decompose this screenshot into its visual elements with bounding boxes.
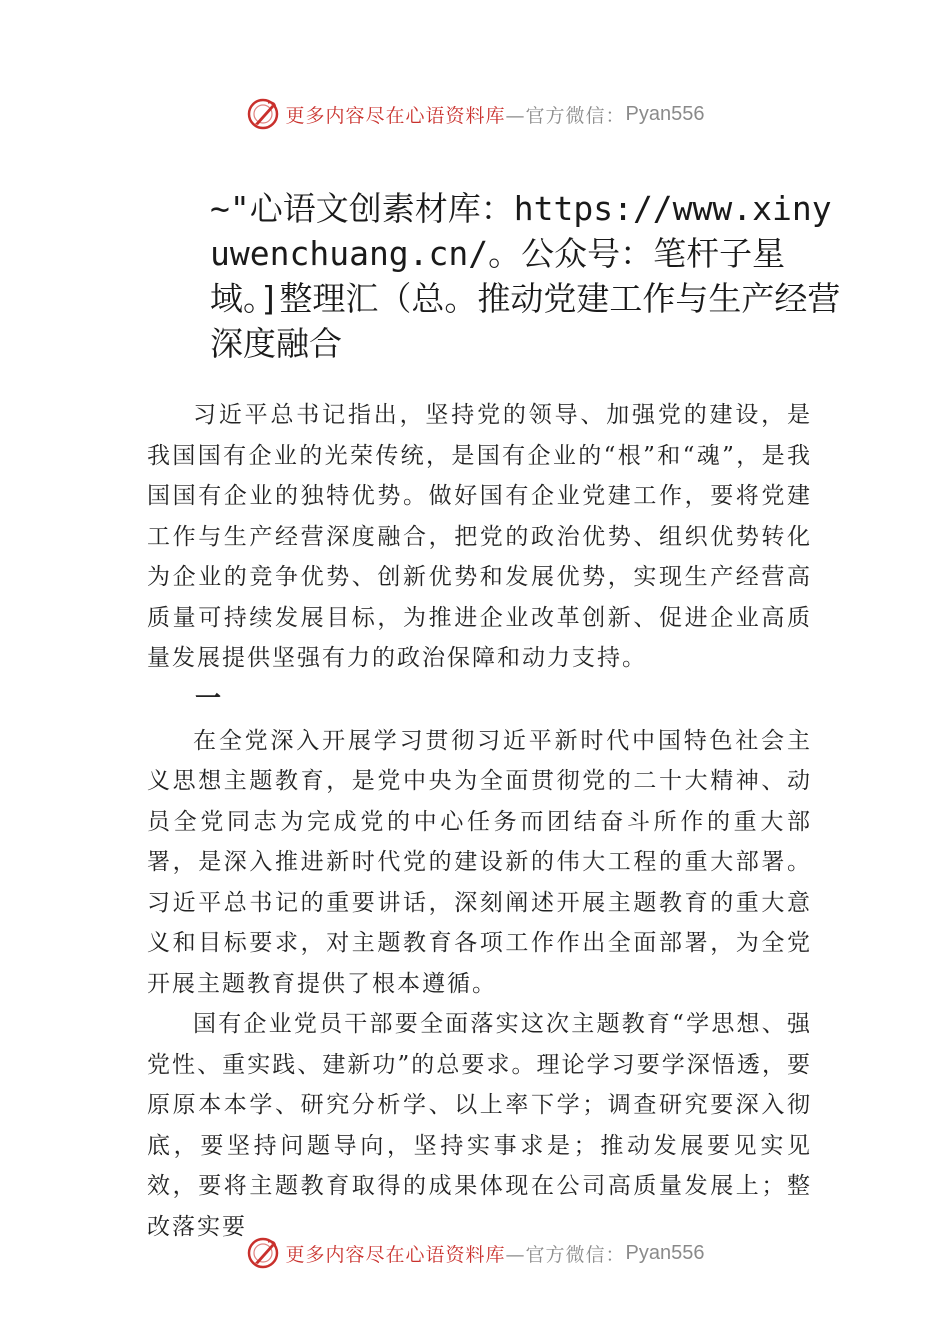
footer-banner bbox=[0, 1233, 950, 1273]
header-banner bbox=[0, 94, 950, 134]
paragraph-1: 习近平总书记指出，坚持党的领导、加强党的建设，是我国国有企业的光荣传统，是国有企业的“根”和“魂”，是我国国有企业的独特优势。做好国有企业党建工作，要将党建工作与生产经营深度融合，把党的政治优势、组织优势转化为企业的竞争优势、创新优势和发展优势，实现生产经营高质量可持续发展目标，为推进企业改革创新、促进企业高质量发展提供坚强有力的政治保障和动力支持。 bbox=[147, 402, 812, 671]
banner-wechat-id: Pyan556 bbox=[625, 102, 705, 125]
quill-logo-icon bbox=[246, 97, 280, 131]
paragraph-3: 国有企业党员干部要全面落实这次主题教育“学思想、强党性、重实践、建新功”的总要求。理论学习要学深悟透，要原原本本学、研究分析学、以上率下学；调查研究要深入彻底，要坚持问题导向，坚持实事求是；推动发展要见实见效，要将主题教育取得的成果体现在公司高质量发展上；整改落实要 bbox=[147, 1011, 812, 1240]
banner-wechat-label: —官方微信： bbox=[505, 104, 626, 127]
paragraph-2: 在全党深入开展学习贯彻习近平新时代中国特色社会主义思想主题教育，是党中央为全面贯彻党的二十大精神、动员全党同志为完成党的中心任务而团结奋斗所作的重大部署，是深入推进新时代党的建设新的伟大工程的重大部署。习近平总书记的重要讲话，深刻阐述开展主题教育的重大意义和目标要求，对主题教育各项工作作出全面部署，为全党 开展主题教育提供了根本遵循。 bbox=[147, 727, 812, 997]
document-body bbox=[147, 395, 812, 1247]
banner-slogan: 更多内容尽在心语资料库 bbox=[285, 104, 506, 127]
banner-wechat-label: —官方微信： bbox=[505, 1243, 626, 1266]
document-title: ~"心语文创素材库：https://www.xinyuwenchuang.cn/。公众号：笔杆子星域。]整理汇（总。推动党建工作与生产经营深度融合 bbox=[210, 189, 841, 363]
banner-slogan: 更多内容尽在心语资料库 bbox=[285, 1243, 506, 1266]
banner-wechat-id: Pyan556 bbox=[625, 1241, 705, 1264]
section-heading: 一 bbox=[195, 683, 222, 714]
quill-logo-icon bbox=[246, 1236, 280, 1270]
